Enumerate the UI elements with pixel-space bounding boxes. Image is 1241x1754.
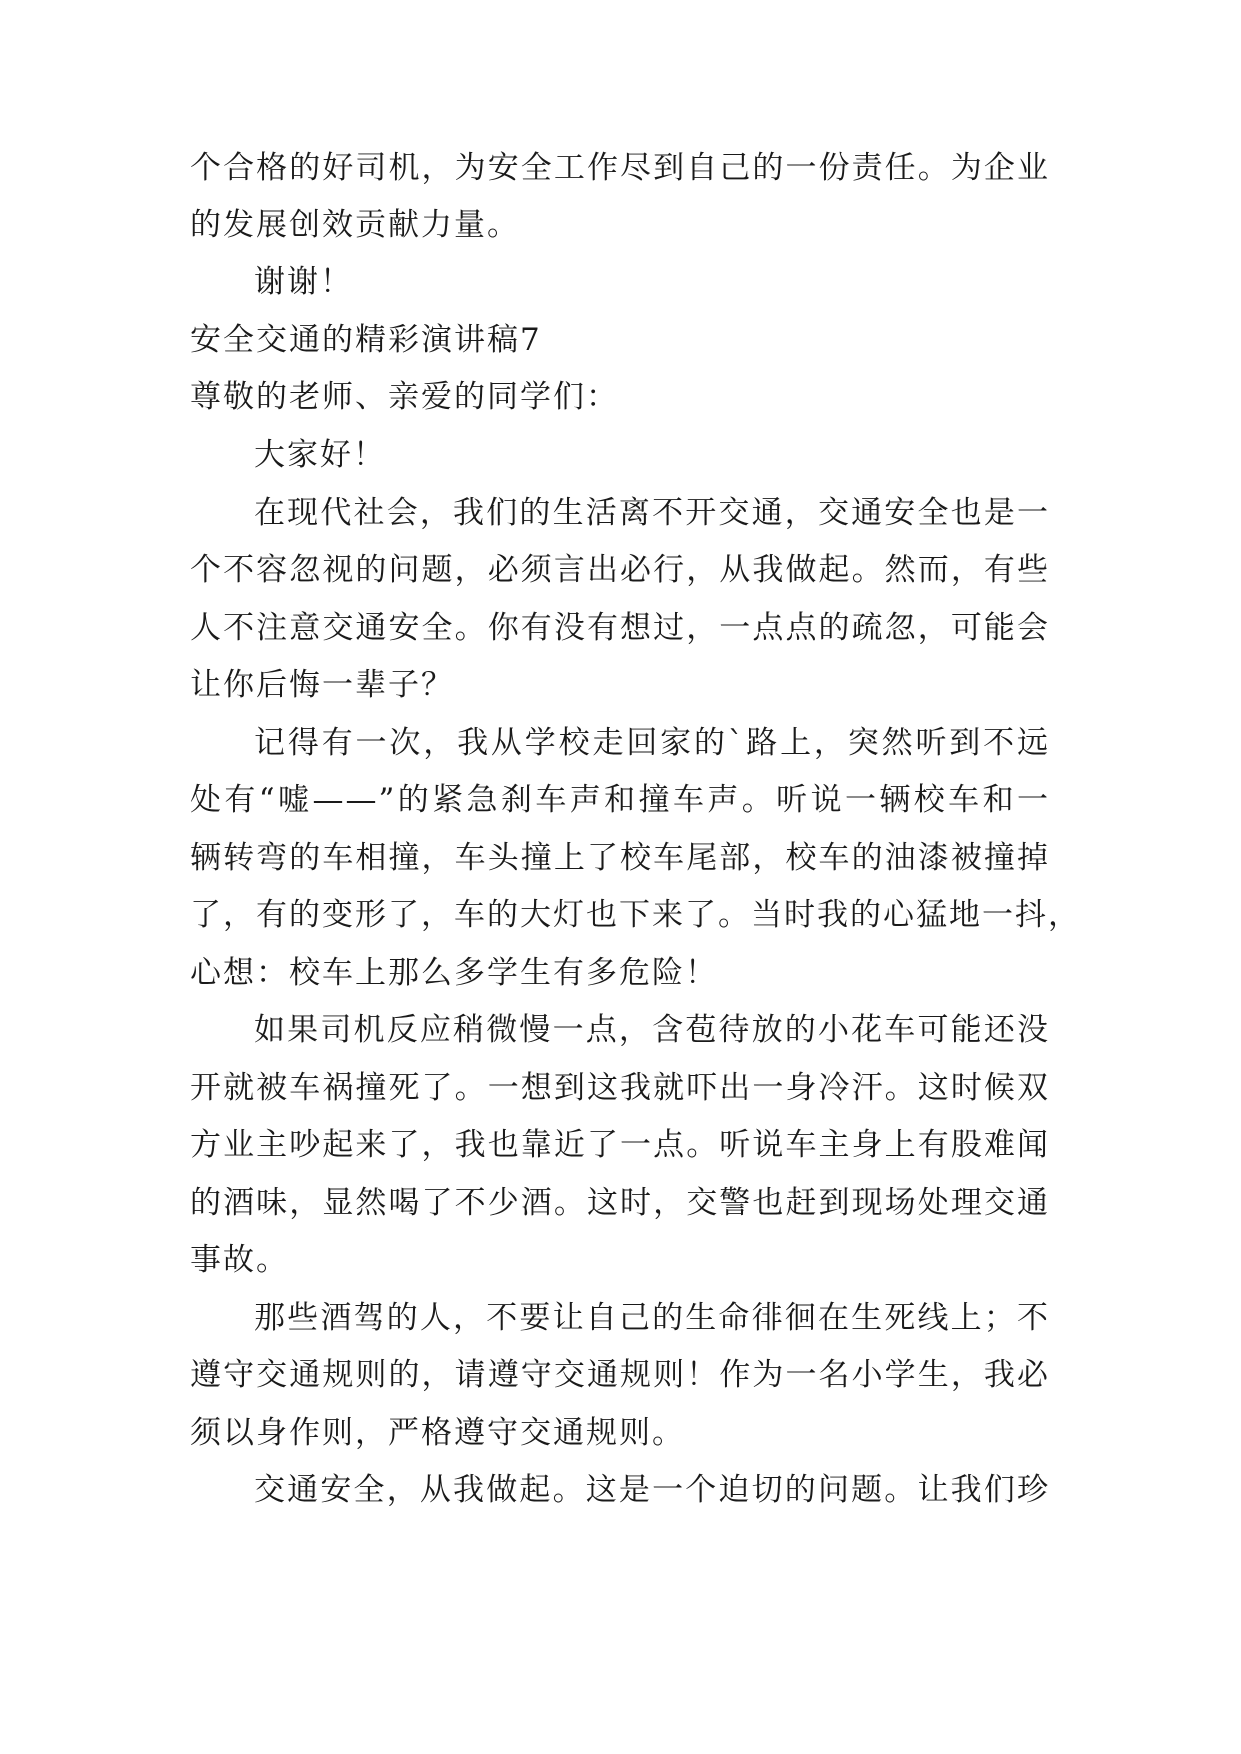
text-line: 谢谢！ bbox=[254, 264, 353, 300]
text-line: 遵守交通规则的，请遵守交通规则！作为一名小学生，我必 bbox=[190, 1357, 1050, 1393]
salutation: 尊敬的老师、亲爱的同学们： bbox=[190, 379, 619, 415]
text-line: 的酒味，显然喝了不少酒。这时，交警也赶到现场处理交通 bbox=[190, 1185, 1050, 1221]
greeting: 大家好！ bbox=[254, 437, 386, 473]
text-line: 记得有一次，我从学校走回家的`路上，突然听到不远 bbox=[254, 725, 1050, 761]
text-line: 如果司机反应稍微慢一点，含苞待放的小花车可能还没 bbox=[254, 1012, 1050, 1048]
text-line: 的发展创效贡献力量。 bbox=[190, 207, 520, 243]
text-line: 心想：校车上那么多学生有多危险！ bbox=[190, 955, 718, 991]
section-heading: 安全交通的精彩演讲稿7 bbox=[190, 322, 542, 358]
text-line: 辆转弯的车相撞，车头撞上了校车尾部，校车的油漆被撞掉 bbox=[190, 840, 1050, 876]
text-line: 方业主吵起来了，我也靠近了一点。听说车主身上有股难闻 bbox=[190, 1127, 1050, 1163]
text-line: 个合格的好司机，为安全工作尽到自己的一份责任。为企业 bbox=[190, 150, 1050, 186]
text-line: 交通安全，从我做起。这是一个迫切的问题。让我们珍 bbox=[254, 1472, 1050, 1508]
text-line: 处有“嘘——”的紧急刹车声和撞车声。听说一辆校车和一 bbox=[190, 782, 1050, 818]
text-line: 人不注意交通安全。你有没有想过，一点点的疏忽，可能会 bbox=[190, 610, 1050, 646]
text-line: 开就被车祸撞死了。一想到这我就吓出一身冷汗。这时候双 bbox=[190, 1070, 1050, 1106]
text-line: 让你后悔一辈子？ bbox=[190, 667, 454, 703]
text-line: 须以身作则，严格遵守交通规则。 bbox=[190, 1415, 685, 1451]
text-line: 个不容忽视的问题，必须言出必行，从我做起。然而，有些 bbox=[190, 552, 1050, 588]
text-line: 在现代社会，我们的生活离不开交通，交通安全也是一 bbox=[254, 495, 1050, 531]
text-line: 事故。 bbox=[190, 1242, 289, 1278]
text-line: 了，有的变形了，车的大灯也下来了。当时我的心猛地一抖， bbox=[190, 897, 1081, 933]
text-line: 那些酒驾的人，不要让自己的生命徘徊在生死线上；不 bbox=[254, 1300, 1050, 1336]
